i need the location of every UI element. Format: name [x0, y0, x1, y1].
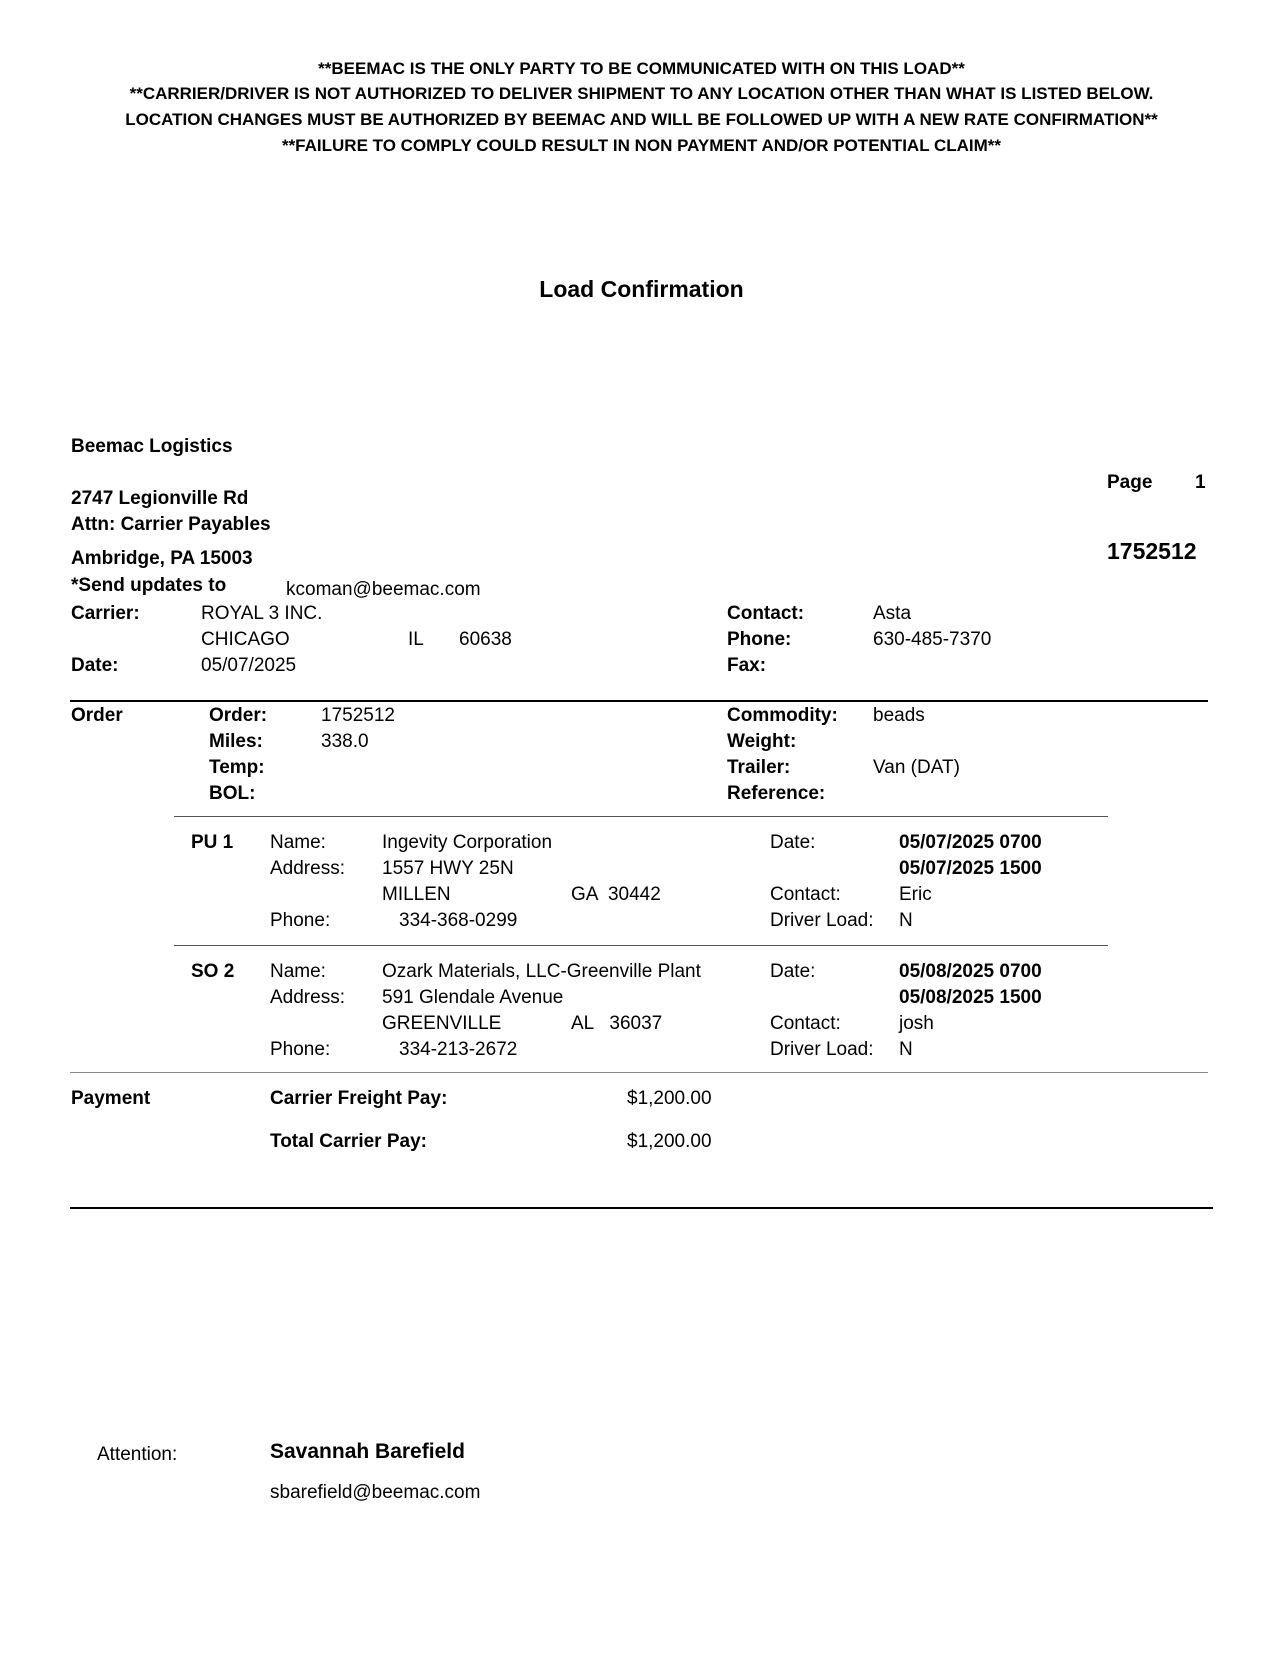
stop-driver-load-label: Driver Load:: [770, 1039, 874, 1060]
payment-divider: [70, 1072, 1208, 1073]
stop-phone-label: Phone:: [270, 910, 331, 931]
company-attn: Attn: Carrier Payables: [71, 514, 271, 535]
stop-contact: josh: [899, 1013, 934, 1034]
stop-state-zip: GA 30442: [571, 884, 661, 905]
notice-line-4: **FAILURE TO COMPLY COULD RESULT IN NON PAYMENT AND/OR POTENTIAL CLAIM**: [281, 136, 1002, 155]
notice-line-3: LOCATION CHANGES MUST BE AUTHORIZED BY BEEMAC AND WILL BE FOLLOWED UP WITH A NEW RATE CONFIRMATION**: [125, 110, 1158, 129]
total-pay-value: $1,200.00: [627, 1131, 712, 1152]
footer-divider: [70, 1207, 1213, 1209]
stop-name: Ingevity Corporation: [382, 832, 553, 853]
updates-label: *Send updates to: [71, 575, 227, 596]
notice-line-2: **CARRIER/DRIVER IS NOT AUTHORIZED TO DELIVER SHIPMENT TO ANY LOCATION OTHER THAN WHAT IS LISTED BELOW.: [129, 84, 1154, 103]
temp-label: Temp:: [209, 757, 265, 778]
stop-state-zip: AL 36037: [571, 1013, 663, 1034]
stop-code: PU 1: [191, 832, 234, 853]
bol-label: BOL:: [209, 783, 256, 804]
trailer-label: Trailer:: [727, 757, 791, 778]
attention-label: Attention:: [97, 1444, 178, 1465]
stop-divider: [174, 816, 1108, 817]
freight-pay-value: $1,200.00: [627, 1088, 712, 1109]
stop-code: SO 2: [191, 961, 235, 982]
stop-driver-load: N: [899, 1039, 913, 1060]
updates-email: kcoman@beemac.com: [286, 579, 481, 600]
payment-section-label: Payment: [71, 1088, 151, 1109]
order-number-header: 1752512: [1107, 538, 1197, 564]
stop-city: MILLEN: [382, 884, 451, 905]
page-title: Load Confirmation: [539, 276, 744, 302]
contact-label: Contact:: [727, 603, 805, 624]
contact-value: Asta: [873, 603, 912, 624]
commodity-value: beads: [873, 705, 925, 726]
stop-date-label: Date:: [770, 961, 816, 982]
order-divider: [70, 700, 1208, 702]
total-pay-label: Total Carrier Pay:: [270, 1131, 427, 1152]
stop-date-end: 05/08/2025 1500: [899, 987, 1042, 1008]
stop-address: 1557 HWY 25N: [382, 858, 514, 879]
stop-phone: 334-368-0299: [399, 910, 518, 931]
stop-date-end: 05/07/2025 1500: [899, 858, 1042, 879]
stop-contact-label: Contact:: [770, 1013, 841, 1034]
stop-contact-label: Contact:: [770, 884, 841, 905]
stop-address-label: Address:: [270, 987, 345, 1008]
carrier-name: ROYAL 3 INC.: [201, 603, 323, 624]
date-value: 05/07/2025: [201, 655, 297, 676]
miles-value: 338.0: [321, 731, 369, 752]
stop-address: 591 Glendale Avenue: [382, 987, 564, 1008]
page-number: 1: [1195, 472, 1206, 493]
attention-email: sbarefield@beemac.com: [270, 1482, 481, 1503]
attention-name: Savannah Barefield: [270, 1440, 465, 1463]
fax-label: Fax:: [727, 655, 767, 676]
stop-date-start: 05/08/2025 0700: [899, 961, 1042, 982]
order-section-label: Order: [71, 705, 123, 726]
company-city: Ambridge, PA 15003: [71, 548, 253, 569]
stop-date-start: 05/07/2025 0700: [899, 832, 1042, 853]
company-name: Beemac Logistics: [71, 436, 233, 457]
commodity-label: Commodity:: [727, 705, 838, 726]
stop-divider: [174, 945, 1108, 946]
miles-label: Miles:: [209, 731, 263, 752]
weight-label: Weight:: [727, 731, 797, 752]
stop-driver-load-label: Driver Load:: [770, 910, 874, 931]
stop-phone: 334-213-2672: [399, 1039, 518, 1060]
order-label: Order:: [209, 705, 268, 726]
page-label: Page: [1107, 472, 1153, 493]
stop-name-label: Name:: [270, 961, 326, 982]
freight-pay-label: Carrier Freight Pay:: [270, 1088, 448, 1109]
carrier-zip: 60638: [459, 629, 512, 650]
company-street: 2747 Legionville Rd: [71, 488, 249, 509]
stop-address-label: Address:: [270, 858, 345, 879]
stop-name: Ozark Materials, LLC-Greenville Plant: [382, 961, 701, 982]
date-label: Date:: [71, 655, 119, 676]
stop-phone-label: Phone:: [270, 1039, 331, 1060]
stop-driver-load: N: [899, 910, 913, 931]
stop-date-label: Date:: [770, 832, 816, 853]
carrier-city: CHICAGO: [201, 629, 290, 650]
carrier-label: Carrier:: [71, 603, 140, 624]
reference-label: Reference:: [727, 783, 826, 804]
trailer-value: Van (DAT): [873, 757, 960, 778]
phone-label: Phone:: [727, 629, 792, 650]
stop-contact: Eric: [899, 884, 932, 905]
stop-name-label: Name:: [270, 832, 326, 853]
carrier-state: IL: [408, 629, 424, 650]
stop-city: GREENVILLE: [382, 1013, 502, 1034]
notice-line-1: **BEEMAC IS THE ONLY PARTY TO BE COMMUNICATED WITH ON THIS LOAD**: [318, 59, 965, 78]
phone-value: 630-485-7370: [873, 629, 992, 650]
order-value: 1752512: [321, 705, 395, 726]
